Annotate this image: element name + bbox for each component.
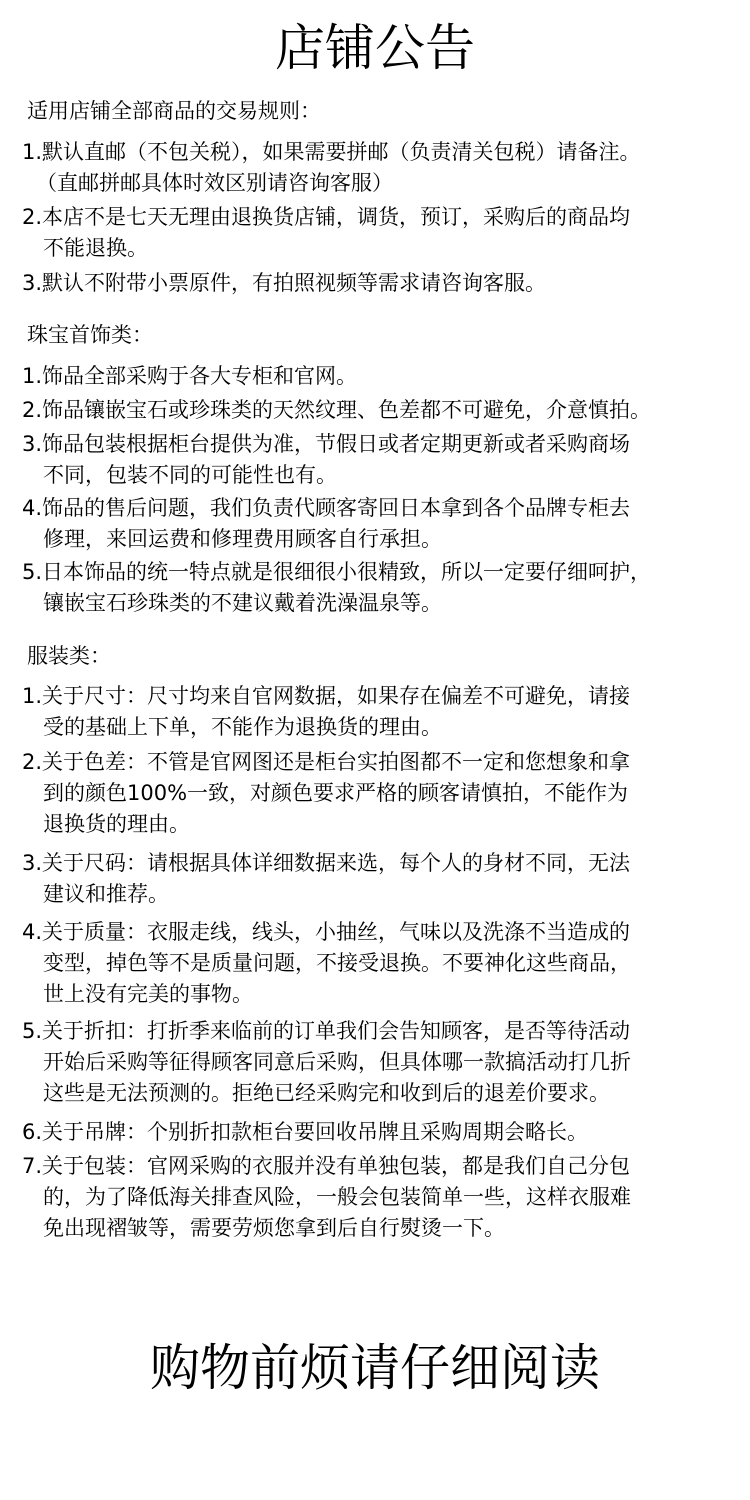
rule-line: 4.关于质量：衣服走线，线头，小抽丝，气味以及洗涤不当造成的 [22,920,631,944]
rule-line: 3.默认不附带小票原件，有拍照视频等需求请咨询客服。 [22,271,547,295]
page-title: 店铺公告 [275,19,475,77]
clothing-rule-7 [22,1151,631,1244]
rule-line: 6.关于吊牌：个别折扣款柜台要回收吊牌且采购周期会略长。 [22,1120,589,1144]
rule-line: 免出现褶皱等，需要劳烦您拿到后自行熨烫一下。 [43,1216,505,1240]
clothing-rule-3 [22,848,630,910]
rule-line: 2.饰品镶嵌宝石或珍珠类的天然纹理、色差都不可避免，介意慎拍。 [22,398,652,422]
rule-line: 4.饰品的售后问题，我们负责代顾客寄回日本拿到各个品牌专柜去 [22,496,631,520]
footer-notice: 购物前烦请仔细阅读 [150,1339,600,1397]
rule-line: 变型，掉色等不是质量问题，不接受退换。不要神化这些商品， [43,951,631,975]
rule-line: 1.饰品全部采购于各大专柜和官网。 [22,364,358,388]
general-rule-1 [22,137,641,199]
rule-line: 1.默认直邮（不包关税），如果需要拼邮（负责清关包税）请备注。 [22,140,641,164]
clothing-rule-2 [22,747,630,840]
general-rule-2 [22,202,630,264]
rule-line: 受的基础上下单，不能作为退换货的理由。 [43,715,442,739]
jewelry-rule-5 [22,557,651,619]
general-rule-3 [22,268,546,299]
rule-line: 5.日本饰品的统一特点就是很细很小很精致，所以一定要仔细呵护， [22,560,652,584]
rule-line: 3.饰品包装根据柜台提供为准，节假日或者定期更新或者采购商场 [22,432,631,456]
rule-line: 到的颜色100%一致，对颜色要求严格的顾客请慎拍，不能作为 [43,781,629,805]
rule-line: 2.关于色差：不管是官网图还是柜台实拍图都不一定和您想象和拿 [22,750,631,774]
rule-line: （直邮拼邮具体时效区别请咨询客服） [36,171,393,195]
rule-line: 2.本店不是七天无理由退换货店铺，调货，预订，采购后的商品均 [22,205,631,229]
general-rules-heading: 适用店铺全部商品的交易规则： [27,99,321,123]
jewelry-rule-4 [22,493,630,555]
rule-line: 不能退换。 [43,236,148,260]
jewelry-rule-1 [22,361,357,392]
rule-line: 退换货的理由。 [43,812,190,836]
rule-line: 修理，来回运费和修理费用顾客自行承担。 [43,527,442,551]
rule-line: 镶嵌宝石珍珠类的不建议戴着洗澡温泉等。 [43,591,442,615]
rule-line: 建议和推荐。 [43,882,169,906]
jewelry-rule-3 [22,429,630,491]
rule-line: 的，为了降低海关排查风险，一般会包装简单一些，这样衣服难 [43,1185,631,1209]
rule-line: 3.关于尺码：请根据具体详细数据来选，每个人的身材不同，无法 [22,851,631,875]
clothing-heading: 服装类： [27,644,111,668]
clothing-rule-6 [22,1117,588,1148]
rule-line: 不同，包装不同的可能性也有。 [43,463,337,487]
rule-line: 开始后采购等征得顾客同意后采购，但具体哪一款搞活动打几折 [43,1050,631,1074]
rule-line: 这些是无法预测的。拒绝已经采购完和收到后的退差价要求。 [43,1081,610,1105]
clothing-rule-4 [22,917,631,1010]
jewelry-rule-2 [22,395,651,426]
clothing-rule-5 [22,1016,631,1109]
rule-line: 世上没有完美的事物。 [43,982,253,1006]
rule-line: 1.关于尺寸：尺寸均来自官网数据，如果存在偏差不可避免，请接 [22,684,631,708]
jewelry-heading: 珠宝首饰类： [27,323,153,347]
rule-line: 5.关于折扣：打折季来临前的订单我们会告知顾客，是否等待活动 [22,1019,631,1043]
clothing-rule-1 [22,681,630,743]
rule-line: 7.关于包装：官网采购的衣服并没有单独包装，都是我们自己分包 [22,1154,631,1178]
